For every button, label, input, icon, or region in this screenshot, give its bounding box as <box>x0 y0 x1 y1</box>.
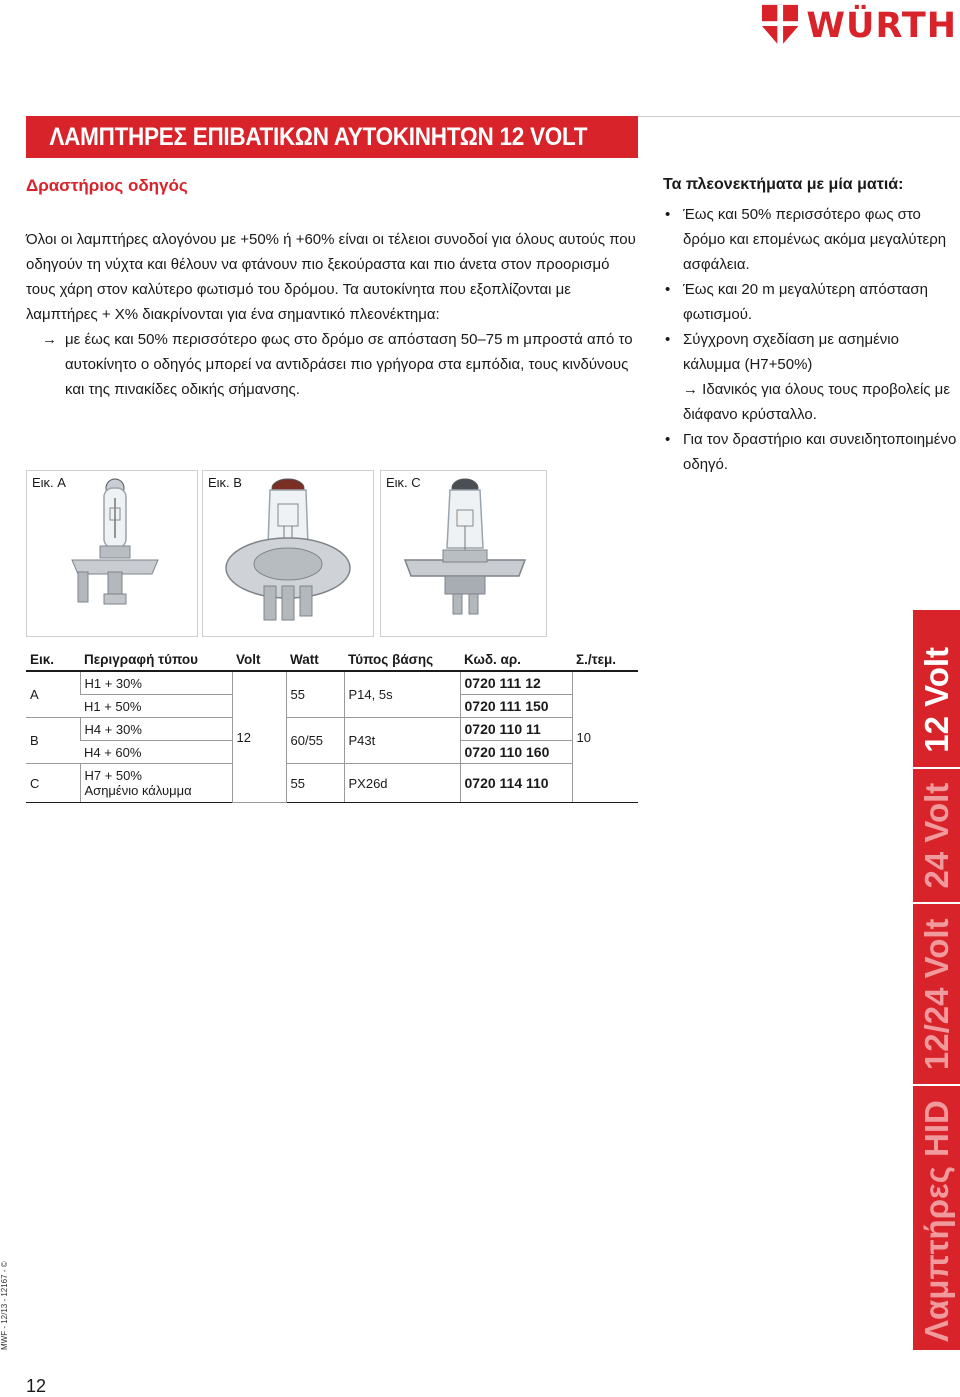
wurth-logo <box>762 4 957 48</box>
section-heading: Δραστήριος οδηγός <box>26 176 188 195</box>
advantage-item <box>663 327 958 427</box>
arrow-icon: → <box>42 331 57 348</box>
side-tab-separator <box>913 767 960 769</box>
table-row <box>26 671 638 695</box>
advantages-heading: Τα πλεονεκτήματα με μία ματιά: <box>663 176 904 193</box>
side-tab-labels <box>913 610 960 1350</box>
table-row <box>26 718 638 741</box>
advantage-item <box>663 277 958 327</box>
advantage-item <box>663 427 958 477</box>
cell-watt: 55 <box>286 671 344 718</box>
cell-qty: 10 <box>572 671 638 803</box>
side-category-tab <box>913 610 960 1350</box>
cell-base: P43t <box>344 718 460 764</box>
brand-name: WÜRTH <box>806 6 957 46</box>
advantage-subtext: Ιδανικός για όλους τους προβολείς με διάφανο κρύσταλλο. <box>683 381 951 423</box>
bulb-h4-image <box>218 476 358 631</box>
cell-description: H1 + 30% <box>80 671 232 695</box>
col-header-description: Περιγραφή τύπου <box>80 650 232 671</box>
advantage-text: Σύγχρονη σχεδίαση με ασημένιο κάλυμμα (H7+50%) <box>683 331 899 373</box>
advantage-subitem <box>683 377 958 427</box>
cell-code: 0720 111 150 <box>460 695 572 718</box>
page-title: ΛΑΜΠΤΗΡΕΣ ΕΠΙΒΑΤΙΚΩΝ ΑΥΤΟΚΙΝΗΤΩΝ 12 VOLT <box>49 122 588 151</box>
intro-arrow-item <box>26 327 638 402</box>
cell-code: 0720 110 160 <box>460 741 572 764</box>
cell-description: H4 + 30% <box>80 718 232 741</box>
advantage-text: Έως και 50% περισσότερο φως στο δρόμο και επομένως ακόμα μεγαλύτερη ασφάλεια. <box>683 206 947 273</box>
col-header-base: Τύπος βάσης <box>344 650 460 671</box>
bullet-icon: • <box>665 331 671 348</box>
side-tab-12-24-volt: 12/24 Volt <box>917 918 955 1071</box>
col-header-watt: Watt <box>286 650 344 671</box>
side-tab-separator <box>913 1084 960 1086</box>
side-tab-12-volt: 12 Volt <box>917 646 955 753</box>
col-header-fig: Εικ. <box>26 650 80 671</box>
advantage-item <box>663 202 958 277</box>
table-row <box>26 764 638 803</box>
product-table <box>26 650 638 803</box>
advantages-list <box>663 202 958 477</box>
figure-c-label: Εικ. C <box>386 475 421 490</box>
arrow-icon: → <box>683 381 698 398</box>
bullet-icon: • <box>665 281 671 298</box>
intro-paragraph: Όλοι οι λαμπτήρες αλογόνου με +50% ή +60% είναι οι τέλειοι συνοδοί για όλους αυτούς που οδηγούν τη νύχτα και θέλουν να φτάνουν πιο ξεκούραστα και πιο άνετα στον προορισμό τους χάρη στον καλύτερο φωτισμό του δρόμου. Τα αυτοκίνητα που εξοπλίζονται με λαμπτήρες + X% διακρίνονται για ένα σημαντικό πλεονέκτημα: <box>26 231 636 323</box>
cell-description <box>80 764 232 803</box>
side-tab-separator <box>913 902 960 904</box>
cell-base: PX26d <box>344 764 460 803</box>
cell-description: H4 + 60% <box>80 741 232 764</box>
cell-description-line: Ασημένιο κάλυμμα <box>84 783 192 798</box>
side-tab-hid: Λαμπτήρες HID <box>917 1100 955 1342</box>
bullet-icon: • <box>665 431 671 448</box>
intro-arrow-text: με έως και 50% περισσότερο φως στο δρόμο σε απόσταση 50–75 m μπροστά από το αυτοκίνητο ο οδηγός μπορεί να αντιδράσει πιο γρήγορα στα εμπόδια, τους κινδύνους και της πινακίδες οδικής σήμανσης. <box>65 331 633 398</box>
side-tab-24-volt: 24 Volt <box>917 782 955 889</box>
page-title-band <box>26 116 638 158</box>
bulb-h1-image <box>60 476 170 631</box>
cell-code: 0720 110 11 <box>460 718 572 741</box>
cell-base: P14, 5s <box>344 671 460 718</box>
cell-watt: 60/55 <box>286 718 344 764</box>
cell-fig: B <box>26 718 80 764</box>
page-number: 12 <box>26 1376 47 1396</box>
table-header-row <box>26 650 638 671</box>
cell-description-line: H7 + 50% <box>84 768 142 783</box>
cell-code: 0720 111 12 <box>460 671 572 695</box>
advantage-text: Για τον δραστήριο και συνειδητοποιημένο οδηγό. <box>683 431 957 473</box>
document-code: MWF - 12/13 - 12167 - © <box>0 1261 9 1350</box>
cell-watt: 55 <box>286 764 344 803</box>
title-rule <box>638 116 960 117</box>
cell-code: 0720 114 110 <box>460 764 572 803</box>
bullet-icon: • <box>665 206 671 223</box>
cell-fig: C <box>26 764 80 803</box>
figure-b-label: Εικ. B <box>208 475 242 490</box>
advantage-text: Έως και 20 m μεγαλύτερη απόσταση φωτισμού. <box>683 281 928 323</box>
col-header-qty: Σ./τεμ. <box>572 650 638 671</box>
cell-description: H1 + 50% <box>80 695 232 718</box>
wurth-logo-mark-icon <box>762 4 798 48</box>
intro-text <box>26 227 638 402</box>
figure-a-label: Εικ. A <box>32 475 66 490</box>
col-header-code: Κωδ. αρ. <box>460 650 572 671</box>
cell-fig: A <box>26 671 80 718</box>
col-header-volt: Volt <box>232 650 286 671</box>
cell-volt: 12 <box>232 671 286 803</box>
bulb-h7-image <box>395 476 535 631</box>
